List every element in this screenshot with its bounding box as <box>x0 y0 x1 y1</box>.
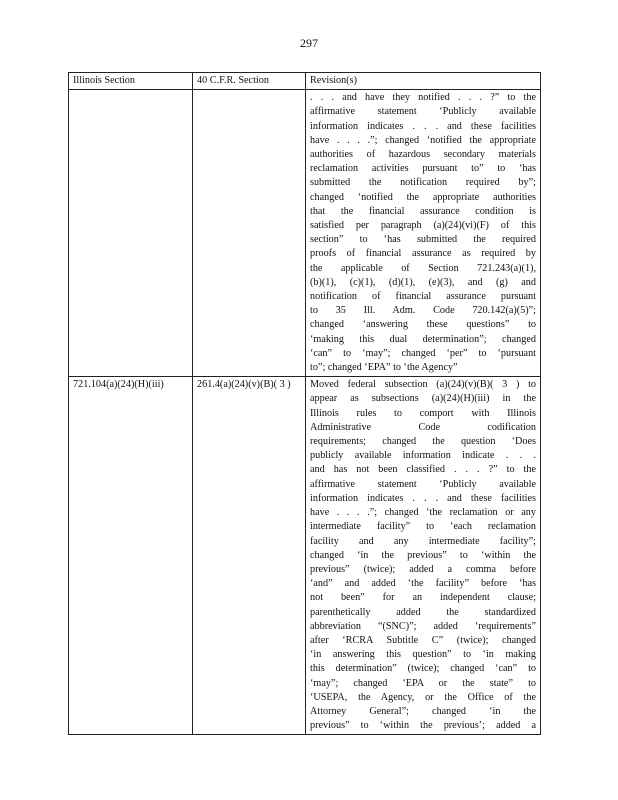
revision-line: appear as subsections (a)(24)(H)(iii) in the <box>310 393 536 405</box>
cfr-section-cell: 261.4(a)(24)(v)(B)( 3 ) <box>193 377 306 735</box>
table-row <box>69 90 541 377</box>
revision-line: section” to ‘has submitted the required <box>310 234 536 246</box>
cfr-section-cell <box>193 90 306 377</box>
table-header-row <box>69 73 541 90</box>
revision-line: previous” to ‘within the previous’; added a <box>310 720 536 732</box>
revision-line: affirmative statement ‘Publicly available <box>310 478 536 490</box>
revision-line: facility and any intermediate facility”; <box>310 535 536 547</box>
revision-line: ‘USEPA, the Agency, or the Office of the <box>310 691 536 703</box>
revision-line: changed ‘in the previous” to ‘within the <box>310 549 536 561</box>
revision-line: affirmative statement ‘Publicly available <box>310 106 536 118</box>
revision-line: submitted the notification required by”; <box>310 177 536 189</box>
revision-line: . . . and have they notified . . . ?” to the <box>310 92 536 104</box>
revision-line: parenthetically added the standardized <box>310 606 536 618</box>
revision-line: changed ‘notified the appropriate authorities <box>310 191 536 203</box>
revision-line: authorities of hazardous secondary materials <box>310 149 536 161</box>
revision-line: ‘can” to ‘may”; changed ‘per” to ‘pursuant <box>310 347 536 359</box>
revision-line: Attorney General”; changed ‘in the <box>310 705 536 717</box>
revision-line: ‘in answering this question” to ‘in making <box>310 649 536 661</box>
revision-line: information indicates . . . and these facilities <box>310 492 536 504</box>
revision-line: intermediate facility” to ‘each reclamation <box>310 521 536 533</box>
revision-line: after ‘RCRA Subtitle C” (twice); changed <box>310 634 536 646</box>
revision-line: to”; changed ‘EPA” to ‘the Agency” <box>310 362 458 374</box>
page-number: 297 <box>300 36 318 50</box>
revision-line: previous” (twice); added a comma before <box>310 563 536 575</box>
illinois-section-cell: 721.104(a)(24)(H)(iii) <box>69 377 193 735</box>
revision-line: notification of financial assurance pursuant <box>310 291 536 303</box>
revision-line: abbreviation “(SNC)”; added ‘requirements” <box>310 620 536 632</box>
revision-line: reclamation activities pursuant to” to ‘has <box>310 163 536 175</box>
revision-line: requirements; changed the question ‘Does <box>310 436 536 448</box>
revision-line: have . . . .”; changed ‘the reclamation or any <box>310 507 536 519</box>
revision-line: satisfied per paragraph (a)(24)(vi)(F) of this <box>310 220 536 232</box>
revision-line: Moved federal subsection (a)(24)(v)(B)( 3 ) to <box>310 379 536 391</box>
revision-line: that the financial assurance condition is <box>310 205 536 217</box>
revision-line: not been” for an independent clause; <box>310 592 536 604</box>
header-illinois-section: Illinois Section <box>69 73 193 90</box>
revision-line: ‘may”; changed ‘EPA or the state” to <box>310 677 536 689</box>
revision-line: proofs of financial assurance as required by <box>310 248 536 260</box>
revision-line: (b)(1), (c)(1), (d)(1), (e)(3), and (g) and <box>310 276 536 288</box>
revision-line: have . . . .”; changed ‘notified the appropriate <box>310 134 536 146</box>
illinois-section-cell <box>69 90 193 377</box>
revision-line: publicly available information indicate . . . <box>310 450 536 462</box>
revision-line: ‘making this dual determination”; changed <box>310 333 536 345</box>
header-revisions: Revision(s) <box>306 73 541 90</box>
revision-line: ‘and” and added ‘the facility” before ‘has <box>310 578 536 590</box>
revision-line: information indicates . . . and these facilities <box>310 120 536 132</box>
revision-line: changed ‘answering these questions” to <box>310 319 536 331</box>
revisions-table <box>68 72 541 735</box>
revision-line: to 35 Ill. Adm. Code 720.142(a)(5)”; <box>310 305 536 317</box>
revision-cell <box>306 90 541 377</box>
revision-cell <box>306 377 541 735</box>
revision-line: and has not been classified . . . ?” to the <box>310 464 536 476</box>
table-row <box>69 377 541 735</box>
revision-line: Illinois rules to comport with Illinois <box>310 407 536 419</box>
revision-line: this determination” (twice); changed ‘can” to <box>310 663 536 675</box>
revision-line: Administrative Code codification <box>310 421 536 433</box>
header-cfr-section: 40 C.F.R. Section <box>193 73 306 90</box>
revision-line: the applicable of Section 721.243(a)(1), <box>310 262 536 274</box>
